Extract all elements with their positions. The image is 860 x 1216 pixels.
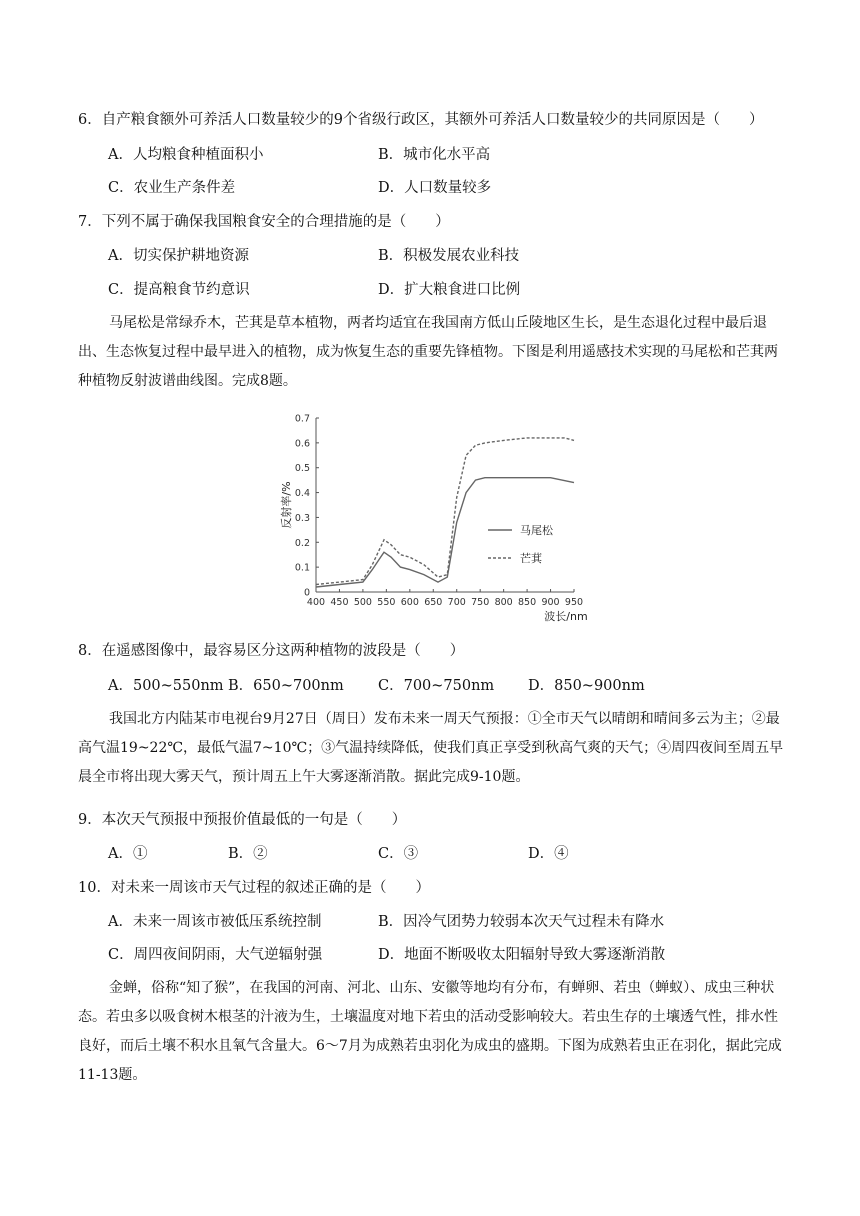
q6-stem: 6．自产粮食额外可养活人口数量较少的9个省级行政区，其额外可养活人口数量较少的共同原因是（ ）: [78, 112, 764, 128]
q7-option-c: C．提高粮食节约意识: [108, 282, 250, 298]
reflectance-spectrum-chart: [278, 406, 588, 628]
x-tick-label: 600: [400, 597, 419, 608]
legend-label-0: 马尾松: [520, 524, 553, 537]
q10-option-a: A．未来一周该市被低压系统控制: [108, 914, 322, 930]
passage-cicada: 金蝉，俗称“知了猴”，在我国的河南、河北、山东、安徽等地均有分布，有蝉卵、若虫（蝉蚁）、成虫三种状态。若虫多以吸食树木根茎的汁液为生，土壤温度对地下若虫的活动受影响较大。若虫生存的土壤透气性，排水性良好，而后土壤不积水且氧气含量大。6～7月为成熟若虫羽化为成虫的盛期。下图为成熟若虫正在羽化，据此完成11-13题。: [78, 980, 782, 1083]
q10-option-c: C．周四夜间阴雨，大气逆辐射强: [108, 947, 323, 963]
x-tick-label: 850: [518, 597, 537, 608]
y-tick-label: 0.3: [294, 512, 310, 524]
y-tick-label: 0.5: [294, 463, 310, 475]
q7-option-b: B．积极发展农业科技: [378, 248, 520, 264]
q10-stem: 10．对未来一周该市天气过程的叙述正确的是（ ）: [78, 880, 430, 896]
q8-option-b: B．650~700nm: [228, 678, 344, 694]
y-tick-label: 0.1: [294, 562, 310, 574]
x-tick-label: 800: [494, 597, 513, 608]
x-tick-label: 950: [564, 597, 584, 608]
q9-option-b: B．②: [228, 846, 268, 862]
q6-option-b: B．城市化水平高: [378, 147, 491, 163]
y-tick-label: 0.2: [294, 537, 310, 549]
q7-option-d: D．扩大粮食进口比例: [378, 282, 521, 298]
passage-weather-forecast: 我国北方内陆某市电视台9月27日（周日）发布未来一周天气预报：①全市天气以晴朗和晴间多云为主；②最高气温19~22℃，最低气温7~10℃；③气温持续降低，使我们真正享受到秋高气爽的天气；④周四夜间至周五早晨全市将出现大雾天气，预计周五上午大雾逐渐消散。据此完成9-10题。: [78, 711, 784, 785]
q7-option-a: A．切实保护耕地资源: [108, 248, 249, 264]
x-tick-label: 700: [447, 597, 466, 608]
x-tick-label: 650: [424, 597, 443, 608]
passage-masson-pine: 马尾松是常绿乔木，芒萁是草本植物，两者均适宜在我国南方低山丘陵地区生长，是生态退化过程中最后退出、生态恢复过程中最早进入的植物，成为恢复生态的重要先锋植物。下图是利用遥感技术实现的马尾松和芒萁两种植物反射波谱曲线图。完成8题。: [78, 315, 778, 389]
x-tick-label: 400: [306, 597, 326, 608]
q6-option-a: A．人均粮食种植面积小: [108, 147, 264, 163]
q7-stem: 7．下列不属于确保我国粮食安全的合理措施的是（ ）: [78, 214, 450, 230]
q9-option-c: C．③: [378, 846, 419, 862]
q8-stem: 8．在遥感图像中，最容易区分这两种植物的波段是（ ）: [78, 643, 465, 659]
legend-label-1: 芒萁: [520, 552, 542, 565]
q9-option-d: D．④: [528, 846, 569, 862]
q6-option-d: D．人口数量较多: [378, 180, 492, 196]
y-tick-label: 0: [303, 587, 310, 599]
x-tick-label: 450: [330, 597, 349, 608]
y-tick-label: 0.6: [294, 438, 310, 450]
y-tick-label: 0.7: [294, 413, 310, 425]
y-axis-label: 反射率/%: [280, 481, 293, 529]
x-axis-label: 波长/nm: [544, 610, 588, 623]
q9-option-a: A．①: [108, 846, 148, 862]
q10-option-b: B．因冷气团势力较弱本次天气过程未有降水: [378, 914, 665, 930]
q8-option-d: D．850~900nm: [528, 678, 645, 694]
q6-option-c: C．农业生产条件差: [108, 180, 236, 196]
q10-option-d: D．地面不断吸收太阳辐射导致大雾逐渐消散: [378, 947, 666, 963]
x-tick-label: 550: [377, 597, 396, 608]
q9-stem: 9．本次天气预报中预报价值最低的一句是（ ）: [78, 812, 407, 828]
x-tick-label: 500: [353, 597, 372, 608]
x-tick-label: 900: [541, 597, 560, 608]
x-tick-label: 750: [471, 597, 490, 608]
q8-option-c: C．700~750nm: [378, 678, 495, 694]
q8-option-a: A．500~550nm: [108, 678, 224, 694]
y-tick-label: 0.4: [294, 488, 310, 500]
